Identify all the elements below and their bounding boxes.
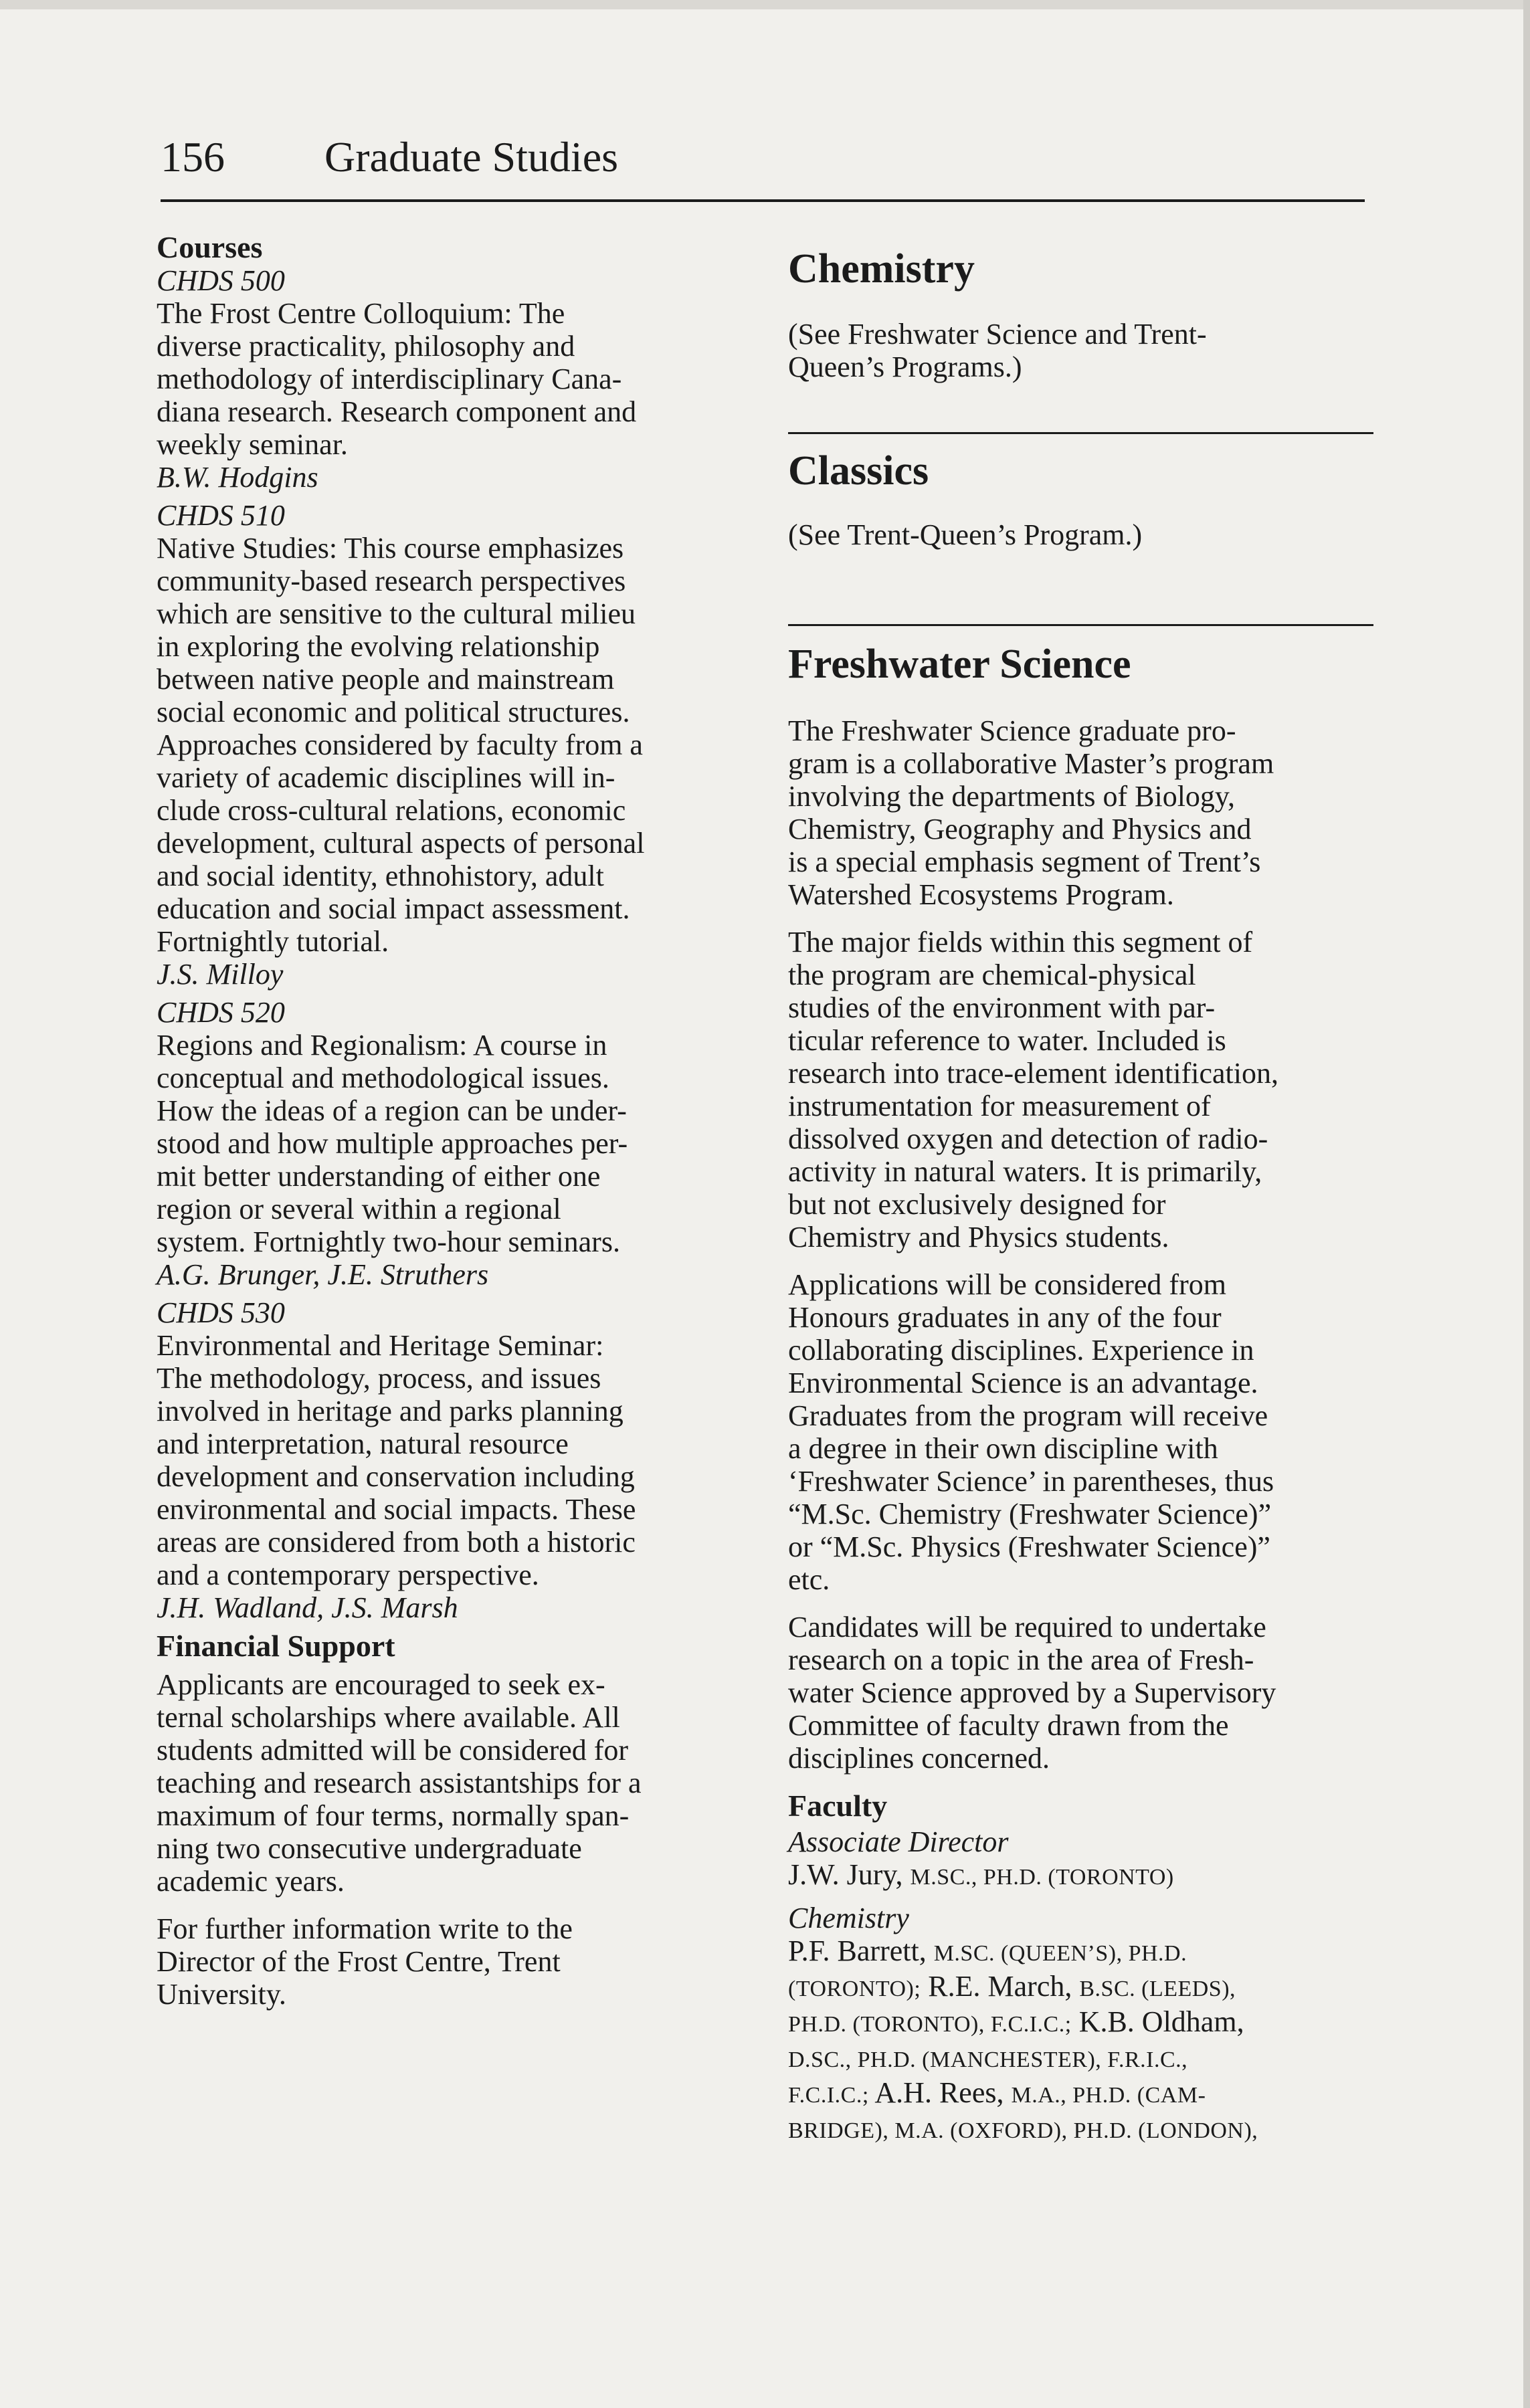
running-title: Graduate Studies — [324, 133, 618, 181]
text-line: “M.Sc. Chemistry (Freshwater Science)” — [788, 1498, 1272, 1530]
course-description-line: Fortnightly tutorial. — [157, 925, 389, 958]
paragraph — [788, 926, 1373, 1253]
text-line: Queen’s Programs.) — [788, 350, 1022, 383]
chemistry-note — [788, 318, 1373, 383]
page-number: 156 — [161, 133, 225, 181]
paragraph — [788, 1611, 1373, 1775]
financial-support-text — [157, 1668, 745, 2011]
text-line: Environmental Science is an advantage. — [788, 1367, 1258, 1399]
paragraph — [788, 1268, 1373, 1596]
text-line: involving the departments of Biology, — [788, 780, 1236, 813]
text-line: University. — [157, 1978, 286, 2011]
course-description-line: variety of academic disciplines will in- — [157, 761, 615, 794]
text-line: Candidates will be required to undertake — [788, 1611, 1266, 1643]
faculty-credentials: B.SC. (LEEDS), — [1079, 1977, 1236, 2001]
text-line: For further information write to the — [157, 1912, 573, 1945]
faculty-credentials: D.SC., PH.D. (MANCHESTER), F.R.I.C., — [788, 2047, 1188, 2072]
text-line: Director of the Frost Centre, Trent — [157, 1945, 561, 1978]
faculty-credentials: BRIDGE), M.A. (OXFORD), PH.D. (LONDON), — [788, 2118, 1258, 2143]
faculty-line — [788, 2112, 1373, 2147]
course-description-line: areas are considered from both a historic — [157, 1526, 636, 1559]
faculty-line — [788, 2076, 1373, 2112]
course-entry — [157, 264, 745, 494]
text-line: gram is a collaborative Master’s program — [788, 747, 1274, 780]
course-code: CHDS 510 — [157, 499, 285, 532]
freshwater-science-title: Freshwater Science — [788, 641, 1131, 687]
faculty-credentials: M.A., PH.D. (CAM- — [1011, 2083, 1206, 2108]
text-line: or “M.Sc. Physics (Freshwater Science)” — [788, 1530, 1270, 1563]
text-line: etc. — [788, 1563, 830, 1596]
course-description-line: community-based research perspectives — [157, 565, 626, 597]
paragraph — [157, 1668, 745, 1898]
faculty-credentials: M.SC. (QUEEN’S), PH.D. — [933, 1941, 1187, 1966]
left-column — [157, 231, 745, 2025]
paragraph — [157, 1912, 745, 2011]
text-line: Committee of faculty drawn from the — [788, 1709, 1229, 1742]
faculty-credentials: F.C.I.C.; — [788, 2083, 869, 2108]
chemistry-faculty-label: Chemistry — [788, 1902, 909, 1934]
section-rule — [788, 624, 1373, 626]
course-description-line: between native people and mainstream — [157, 663, 615, 696]
faculty-line — [788, 1970, 1373, 2005]
chemistry-faculty-list — [788, 1934, 1373, 2147]
course-description-line: and a contemporary perspective. — [157, 1559, 539, 1591]
course-description-line: environmental and social impacts. These — [157, 1493, 636, 1526]
faculty-name: P.F. Barrett, — [788, 1934, 927, 1967]
course-list — [157, 264, 745, 1624]
course-description-line: Environmental and Heritage Seminar: — [157, 1329, 604, 1362]
course-description-line: stood and how multiple approaches per- — [157, 1127, 628, 1160]
paragraph — [788, 714, 1373, 911]
course-description-line: education and social impact assessment. — [157, 892, 630, 925]
text-line: collaborating disciplines. Experience in — [788, 1334, 1254, 1367]
text-line: (See Trent-Queen’s Program.) — [788, 518, 1143, 551]
faculty-line — [788, 2041, 1373, 2076]
course-instructor: A.G. Brunger, J.E. Struthers — [157, 1258, 489, 1291]
faculty-heading: Faculty — [788, 1789, 888, 1823]
course-entry — [157, 1296, 745, 1624]
classics-note — [788, 518, 1373, 551]
text-line: academic years. — [157, 1865, 345, 1898]
course-description-line: region or several within a regional — [157, 1193, 561, 1225]
header-rule — [161, 199, 1365, 202]
course-description-line: diverse practicality, philosophy and — [157, 330, 575, 363]
course-description-line: mit better understanding of either one — [157, 1160, 601, 1193]
faculty-line — [788, 2005, 1373, 2041]
text-line: ternal scholarships where available. All — [157, 1701, 620, 1734]
course-code: CHDS 530 — [157, 1296, 285, 1329]
course-description-line: system. Fortnightly two-hour seminars. — [157, 1225, 620, 1258]
text-line: dissolved oxygen and detection of radio- — [788, 1122, 1268, 1155]
text-line: activity in natural waters. It is primarily, — [788, 1155, 1262, 1188]
course-description-line: and interpretation, natural resource — [157, 1427, 569, 1460]
course-description-line: diana research. Research component and — [157, 395, 637, 428]
text-line: ticular reference to water. Included is — [788, 1024, 1226, 1057]
faculty-line — [788, 1934, 1373, 1970]
text-line: students admitted will be considered for — [157, 1734, 629, 1767]
text-line: Honours graduates in any of the four — [788, 1301, 1222, 1334]
course-description-line: Native Studies: This course emphasizes — [157, 532, 624, 565]
faculty-credentials: (TORONTO); — [788, 1977, 921, 2001]
course-description-line: conceptual and methodological issues. — [157, 1062, 609, 1094]
section-rule — [788, 432, 1373, 434]
text-line: The Freshwater Science graduate pro- — [788, 714, 1236, 747]
text-line: Watershed Ecosystems Program. — [788, 878, 1174, 911]
text-line: but not exclusively designed for — [788, 1188, 1166, 1221]
text-line: Chemistry, Geography and Physics and — [788, 813, 1252, 845]
course-description-line: Regions and Regionalism: A course in — [157, 1029, 607, 1062]
faculty-credentials: M.SC., PH.D. (TORONTO) — [910, 1865, 1174, 1890]
course-description-line: weekly seminar. — [157, 428, 348, 461]
course-description-line: social economic and political structures. — [157, 696, 630, 728]
course-description-line: How the ideas of a region can be under- — [157, 1094, 627, 1127]
course-code: CHDS 520 — [157, 996, 285, 1029]
faculty-name: J.W. Jury, — [788, 1858, 903, 1891]
text-line: The major fields within this segment of — [788, 926, 1253, 959]
text-line: (See Freshwater Science and Trent- — [788, 318, 1207, 350]
text-line: ‘Freshwater Science’ in parentheses, thus — [788, 1465, 1274, 1498]
text-line: studies of the environment with par- — [788, 991, 1216, 1024]
classics-title: Classics — [788, 448, 929, 494]
course-description-line: development and conservation including — [157, 1460, 635, 1493]
text-line: Applications will be considered from — [788, 1268, 1226, 1301]
freshwater-science-text — [788, 714, 1373, 1775]
course-instructor: J.S. Milloy — [157, 958, 284, 991]
text-line: teaching and research assistantships for a — [157, 1767, 642, 1799]
faculty-name: A.H. Rees, — [874, 2076, 1004, 2109]
course-description-line: methodology of interdisciplinary Cana- — [157, 363, 622, 395]
course-description-line: clude cross-cultural relations, economic — [157, 794, 626, 827]
course-description-line: development, cultural aspects of personal — [157, 827, 645, 860]
associate-director-entry — [788, 1858, 1373, 1894]
chemistry-title: Chemistry — [788, 246, 975, 292]
financial-support-heading: Financial Support — [157, 1629, 395, 1663]
faculty-name: R.E. March, — [928, 1970, 1072, 2003]
text-line: Graduates from the program will receive — [788, 1399, 1268, 1432]
text-line: disciplines concerned. — [788, 1742, 1050, 1775]
text-line: instrumentation for measurement of — [788, 1090, 1211, 1122]
course-description-line: Approaches considered by faculty from a — [157, 728, 643, 761]
course-instructor: J.H. Wadland, J.S. Marsh — [157, 1591, 458, 1624]
text-line: is a special emphasis segment of Trent’s — [788, 845, 1261, 878]
course-entry — [157, 499, 745, 991]
text-line: ning two consecutive undergraduate — [157, 1832, 582, 1865]
course-description-line: in exploring the evolving relationship — [157, 630, 600, 663]
course-description-line: and social identity, ethnohistory, adult — [157, 860, 604, 892]
text-line: a degree in their own discipline with — [788, 1432, 1218, 1465]
text-line: water Science approved by a Supervisory — [788, 1676, 1276, 1709]
text-line: the program are chemical-physical — [788, 959, 1196, 991]
text-line: Chemistry and Physics students. — [788, 1221, 1169, 1253]
course-description-line: involved in heritage and parks planning — [157, 1395, 624, 1427]
text-line: research into trace-element identification, — [788, 1057, 1278, 1090]
courses-heading: Courses — [157, 230, 263, 264]
running-header — [161, 130, 1365, 184]
course-entry — [157, 996, 745, 1291]
scan-edge-top — [0, 0, 1530, 9]
course-description-line: which are sensitive to the cultural milieu — [157, 597, 636, 630]
scan-edge-right — [1523, 0, 1530, 2408]
faculty-name: K.B. Oldham, — [1078, 2005, 1244, 2038]
text-line: maximum of four terms, normally span- — [157, 1799, 630, 1832]
text-line: research on a topic in the area of Fresh- — [788, 1643, 1254, 1676]
course-code: CHDS 500 — [157, 264, 285, 297]
course-instructor: B.W. Hodgins — [157, 461, 318, 494]
faculty-credentials: PH.D. (TORONTO), F.C.I.C.; — [788, 2012, 1072, 2037]
text-line: Applicants are encouraged to seek ex- — [157, 1668, 605, 1701]
associate-director-label: Associate Director — [788, 1825, 1009, 1858]
course-description-line: The Frost Centre Colloquium: The — [157, 297, 565, 330]
right-column — [788, 231, 1373, 2147]
course-description-line: The methodology, process, and issues — [157, 1362, 601, 1395]
